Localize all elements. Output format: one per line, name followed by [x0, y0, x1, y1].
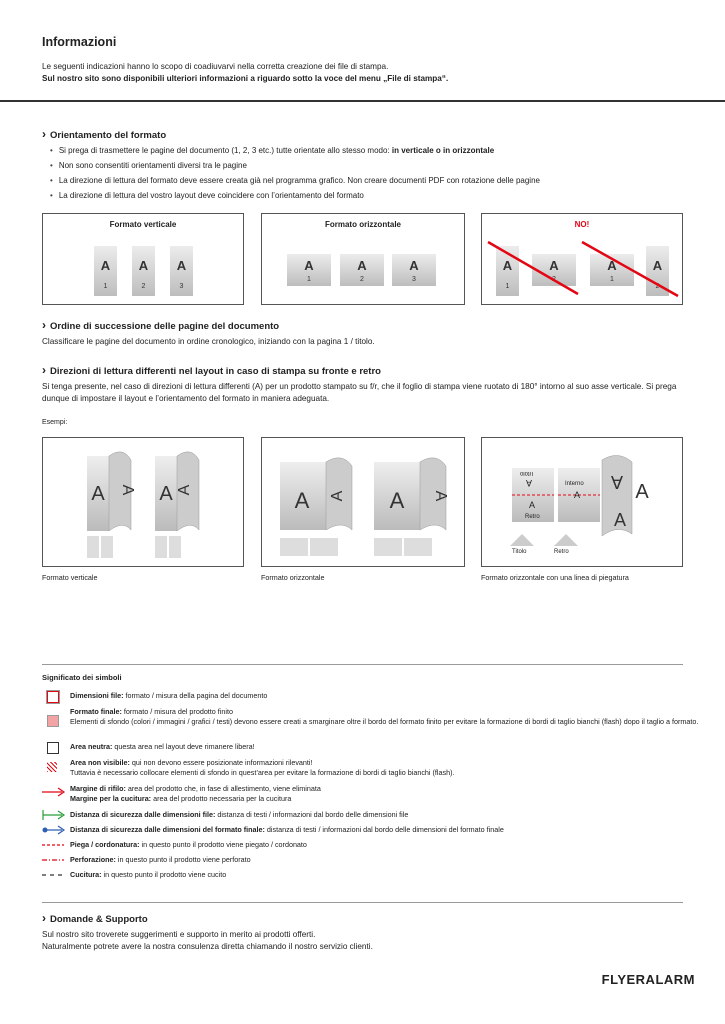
caption-horizontal: Formato orizzontale — [261, 573, 325, 582]
svg-text:A: A — [389, 488, 405, 513]
book-vertical-illustration — [43, 438, 243, 566]
legend-item: Area non visibile: qui non devono essere posizionate informazioni rilevanti! Tuttavia è necessario collocare elementi di sfondo in quest’area per evitare la formazione di bordi di taglio bianchi (flash). — [70, 758, 455, 777]
orientation-heading: › Orientamento del formato — [42, 127, 166, 141]
legend-item: Cucitura: in questo punto il prodotto viene cucito — [70, 870, 227, 879]
fold-label-titolo-top: Titolo — [520, 470, 535, 476]
page-thumb: A 1 — [287, 254, 331, 286]
strike-lines — [482, 214, 682, 304]
legend-item: Formato finale: formato / misura del prodotto finito Elementi di sfondo (colori / immagini / grafici / testi) devono essere creati a smarginare oltre il bordo del formato finito per evitare la formazione di bordi di taglio bianchi (flash) dopo il taglio a formato. — [70, 707, 699, 726]
support-text — [42, 929, 682, 953]
fold-illustration — [482, 438, 682, 566]
page-thumb: A 1 — [94, 246, 117, 296]
intro-line-2: Sul nostro sito sono disponibili ulteriori informazioni a riguardo sotto la voce del menu „File di stampa“. — [42, 74, 449, 83]
bullet-item: • Non sono consentiti orientamenti diversi tra le pagine — [50, 158, 540, 173]
wrong-format-box — [481, 213, 683, 305]
svg-text:A: A — [294, 488, 310, 513]
support-line-1: Sul nostro sito troverete suggerimenti e supporto in merito ai prodotti offerti. — [42, 930, 316, 939]
legend-item: Area neutra: questa area nel layout deve rimanere libera! — [70, 742, 255, 751]
legend-item: Perforazione: in questo punto il prodotto viene perforato — [70, 855, 251, 864]
support-heading: › Domande & Supporto — [42, 911, 148, 925]
svg-text:A: A — [329, 490, 346, 502]
bullet-item: • La direzione di lettura del formato deve essere creata già nel programma grafico. Non creare documenti PDF con rotazione delle pagine — [50, 173, 540, 188]
legend-divider — [42, 664, 683, 665]
perforation-line-icon — [42, 855, 66, 865]
page-thumb: A 1 — [590, 254, 634, 286]
page-thumb: A 2 — [132, 246, 155, 296]
hidden-area-symbol-icon — [47, 762, 57, 772]
fold-label-interno: Interno — [565, 481, 584, 487]
svg-text:A: A — [159, 483, 173, 505]
fold-letter: A — [529, 500, 536, 510]
page-thumb: A 2 — [646, 246, 669, 296]
page-thumb: A 2 — [340, 254, 384, 286]
horizontal-format-box — [261, 213, 465, 305]
fold-line-icon — [42, 840, 66, 850]
svg-text:A: A — [119, 484, 136, 496]
example-vertical-box — [42, 437, 244, 567]
legend-heading: Significato dei simboli — [42, 673, 122, 682]
fold-letter: A — [526, 478, 533, 488]
svg-text:A: A — [610, 472, 624, 492]
fold-letter: A — [574, 490, 581, 500]
page-thumb: A — [532, 254, 576, 286]
brand-logo: FLYERALARM — [601, 972, 695, 987]
legend-item: Dimensioni file: formato / misura della pagina del documento — [70, 691, 268, 700]
page-title: Informazioni — [42, 35, 117, 49]
example-horizontal-box — [261, 437, 465, 567]
svg-text:A: A — [432, 490, 449, 502]
example-fold-box — [481, 437, 683, 567]
legend-item: Margine di rifilo: area del prodotto che, in fase di allestimento, viene eliminata Margine per la cucitura: area del prodotto necessaria per la cucitura — [70, 784, 321, 803]
caption-vertical: Formato verticale — [42, 573, 98, 582]
page-thumb: A 3 — [170, 246, 193, 296]
safety-file-arrow-icon — [42, 810, 66, 820]
fold-label-retro: Retro — [525, 514, 540, 520]
page-thumb: A 3 — [392, 254, 436, 286]
vertical-format-box — [42, 213, 244, 305]
legend-item: Distanza di sicurezza dalle dimensioni del formato finale: distanza di testi / informazioni dal bordo delle dimensioni del formato finale — [70, 825, 504, 834]
support-line-2: Naturalmente potrete avere la nostra consulenza diretta chiamando il nostro servizio clienti. — [42, 942, 373, 951]
legend-item: Distanza di sicurezza dalle dimensioni file: distanza di testi / informazioni dal bordo delle dimensioni file — [70, 810, 409, 819]
box-title: Formato orizzontale — [324, 220, 401, 229]
file-size-symbol-icon — [47, 691, 59, 703]
svg-text:A: A — [176, 484, 193, 496]
fold-label-titolo: Titolo — [512, 549, 527, 555]
bullet-item: • Si prega di trasmettere le pagine del documento (1, 2, 3 etc.) tutte orientate allo stesso modo: in verticale o in orizzontale — [50, 143, 540, 158]
svg-text:A: A — [91, 483, 105, 505]
reading-text: Si tenga presente, nel caso di direzioni di lettura differenti (A) per un prodotto stampato su f/r, che il foglio di stampa viene ruotato di 180° intorno al suo asse verticale. Si prega dunque di impostare il layout e l’orientamento del formato in maniera adeguata. — [42, 382, 677, 403]
book-horizontal-illustration — [262, 438, 464, 566]
legend-item: Piega / cordonatura: in questo punto il prodotto viene piegato / cordonato — [70, 840, 307, 849]
header-divider — [0, 100, 725, 102]
trim-arrow-icon — [42, 787, 66, 797]
box-title: Formato verticale — [109, 220, 177, 229]
reading-heading: › Direzioni di lettura differenti nel layout in caso di stampa su fronte e retro — [42, 363, 381, 377]
svg-text:A: A — [635, 481, 649, 503]
neutral-area-symbol-icon — [47, 742, 59, 754]
svg-text:A: A — [613, 510, 627, 530]
stitching-line-icon — [42, 870, 66, 880]
order-heading: › Ordine di successione delle pagine del documento — [42, 318, 279, 332]
bullet-item: • La direzione di lettura del vostro layout deve coincidere con l’orientamento del formato — [50, 188, 540, 203]
caption-fold: Formato orizzontale con una linea di piegatura — [481, 573, 629, 582]
final-format-symbol-icon — [47, 715, 59, 727]
box-title: NO! — [574, 220, 590, 229]
examples-label: Esempi: — [42, 419, 68, 426]
page-thumb: A 1 — [496, 246, 519, 296]
safety-final-arrow-icon — [42, 825, 66, 835]
orientation-bullets — [50, 143, 540, 203]
support-divider — [42, 902, 683, 903]
order-text: Classificare le pagine del documento in ordine cronologico, iniziando con la pagina 1 / titolo. — [42, 337, 375, 346]
intro-text — [42, 61, 692, 85]
fold-label-retro-bottom: Retro — [554, 549, 569, 555]
intro-line-1: Le seguenti indicazioni hanno lo scopo di coadiuvarvi nella corretta creazione dei file di stampa. — [42, 62, 389, 71]
